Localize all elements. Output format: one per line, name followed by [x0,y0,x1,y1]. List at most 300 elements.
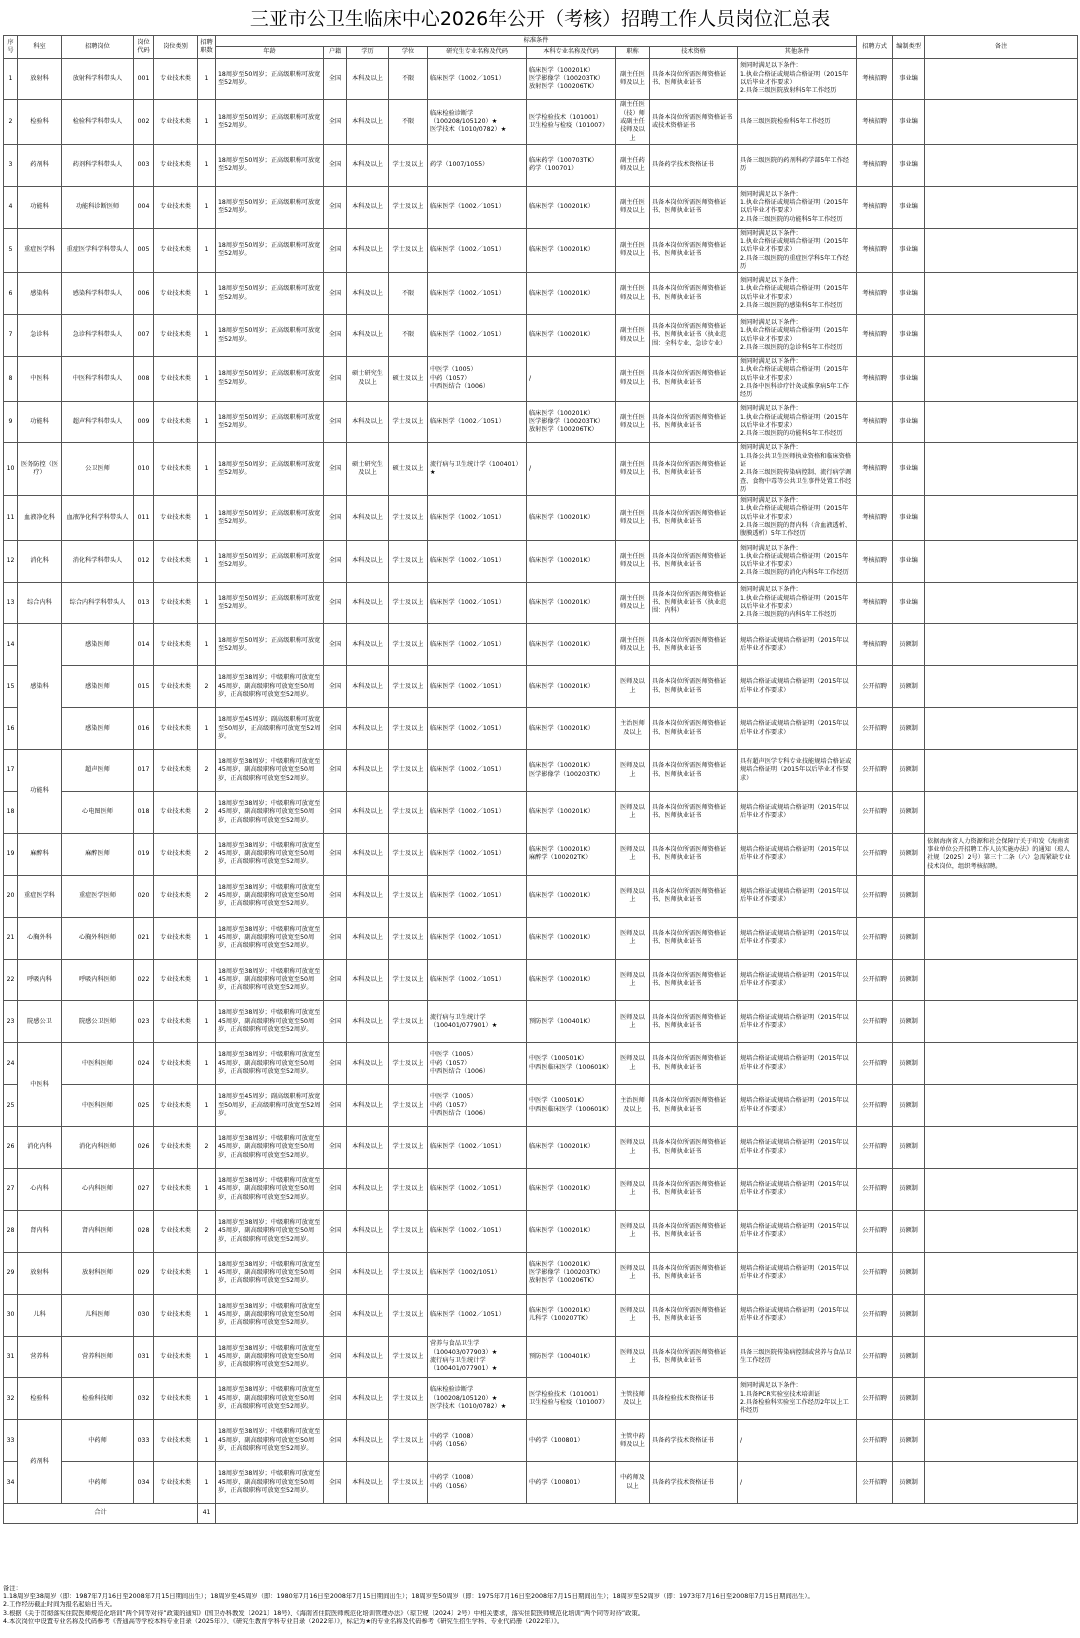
row-remark [925,1252,1078,1294]
row-degree: 学士及以上 [389,401,428,443]
row-undergrad-major: 临床医学（100201K） [527,875,616,917]
row-title: 主管技师及以上 [616,1378,650,1420]
row-education: 本科及以上 [347,917,389,959]
row-remark [925,357,1078,401]
row-undergrad-major: 中医学（100501K） 中西医临床医学（100601K） [527,1085,616,1127]
row-category: 专业技术类 [154,1378,198,1420]
row-title: 医师及以上 [616,1210,650,1252]
row-age: 18周岁至45周岁；副高级职称可放宽至50周岁，正高级职称可放宽至52周岁。 [216,1085,324,1127]
row-undergrad-major: 临床医学（100201K） [527,315,616,357]
row-graduate-major: 临床医学（1002／1051） [428,401,527,443]
row-remark [925,708,1078,750]
row-undergrad-major: 预防医学（100401K） [527,1336,616,1378]
row-age: 18周岁至38周岁；中级职称可放宽至45周岁，副高级职称可放宽至50周岁，正高级职称可放宽至52周岁。 [216,1252,324,1294]
row-degree: 学士及以上 [389,959,428,1001]
row-title: 副主任医师及以上 [616,315,650,357]
row-age: 18周岁至50周岁；正高级职称可放宽至52周岁。 [216,186,324,228]
row-remark [925,1043,1078,1085]
row-degree: 学士及以上 [389,144,428,186]
table-row [4,1085,1078,1127]
row-code: 010 [134,443,154,496]
row-code: 008 [134,357,154,401]
row-staff-type: 员额制 [893,833,925,875]
row-staff-type: 员额制 [893,875,925,917]
row-education: 本科及以上 [347,1462,389,1504]
row-staff-type: 员额制 [893,750,925,792]
row-degree: 不限 [389,273,428,315]
row-qualification: 具备本岗位所需医师资格证书、医师执业证书 [650,1336,738,1378]
row-degree: 学士及以上 [389,792,428,834]
row-graduate-major: 临床医学（1002／1051） [428,582,527,624]
row-method: 考核招聘 [857,228,893,272]
header-remark: 备注 [925,36,1078,59]
row-count: 2 [198,833,216,875]
row-code: 013 [134,582,154,624]
row-post: 中药师 [62,1462,134,1504]
row-dept: 感染科 [18,624,62,750]
row-count: 1 [198,443,216,496]
table-row [4,833,1078,875]
row-other-conditions: 须同时满足以下条件： 1.执业合格证或规培合格证明（2015年以后毕业才作要求） 2.具备三级医院的肾内科（含血液透析、腹膜透析）5年工作经历 [738,496,857,540]
row-education: 本科及以上 [347,875,389,917]
row-education: 本科及以上 [347,582,389,624]
row-post: 呼吸内科医师 [62,959,134,1001]
row-age: 18周岁至38周岁；中级职称可放宽至45周岁，副高级职称可放宽至50周岁，正高级职称可放宽至52周岁。 [216,666,324,708]
row-method: 公开招聘 [857,708,893,750]
row-undergrad-major: 中医学（100501K） 中西医临床医学（100601K） [527,1043,616,1085]
row-staff-type: 员额制 [893,959,925,1001]
row-remark [925,1294,1078,1336]
row-count: 2 [198,875,216,917]
row-seq: 29 [4,1252,18,1294]
row-qualification: 具备本岗位所需医师资格证书、医师执业证书 [650,708,738,750]
row-age: 18周岁至50周岁；正高级职称可放宽至52周岁。 [216,144,324,186]
row-degree: 不限 [389,100,428,144]
row-qualification: 具备本岗位所需医师资格证书、医师执业证书 [650,1169,738,1211]
row-remark [925,1462,1078,1504]
row-graduate-major: 临床医学（1002／1051） [428,315,527,357]
row-code: 018 [134,792,154,834]
row-count: 1 [198,144,216,186]
row-category: 专业技术类 [154,315,198,357]
row-other-conditions: 具有超声医学专科专业技能规培合格证或规培合格证明（2015年以后毕业才作要求） [738,750,857,792]
row-count: 1 [198,315,216,357]
row-hukou: 全国 [324,357,347,401]
row-remark [925,917,1078,959]
row-category: 专业技术类 [154,1210,198,1252]
row-method: 考核招聘 [857,315,893,357]
row-graduate-major: 临床医学（1002／1051） [428,833,527,875]
row-staff-type: 员额制 [893,1043,925,1085]
row-category: 专业技术类 [154,1462,198,1504]
row-seq: 9 [4,401,18,443]
row-other-conditions: 须同时满足以下条件： 1.执业合格证或规培合格证明（2015年以后毕业才作要求） 2.具备三级医院放射科5年工作经历 [738,58,857,100]
row-dept: 院感公卫 [18,1001,62,1043]
row-qualification: 具备本岗位所需医师资格证书、医师执业证书 [650,401,738,443]
row-qualification: 具备药学技术资格证书 [650,144,738,186]
row-age: 18周岁至38周岁；中级职称可放宽至45周岁，副高级职称可放宽至50周岁，正高级职称可放宽至52周岁。 [216,1210,324,1252]
row-post: 功能科诊断医师 [62,186,134,228]
row-count: 2 [198,792,216,834]
row-remark [925,273,1078,315]
row-graduate-major: 临床医学（1002／1051） [428,624,527,666]
row-degree: 学士及以上 [389,917,428,959]
row-undergrad-major: 临床医学（100201K） [527,708,616,750]
notes [3,1585,1077,1626]
row-seq: 32 [4,1378,18,1420]
row-hukou: 全国 [324,186,347,228]
row-category: 专业技术类 [154,1294,198,1336]
row-dept: 中医科 [18,357,62,401]
row-seq: 11 [4,496,18,540]
row-method: 公开招聘 [857,666,893,708]
row-seq: 20 [4,875,18,917]
row-age: 18周岁至38周岁；中级职称可放宽至45周岁，副高级职称可放宽至50周岁，正高级职称可放宽至52周岁。 [216,875,324,917]
row-graduate-major: 临床医学（1002／1051） [428,1169,527,1211]
row-staff-type: 员额制 [893,1294,925,1336]
row-title: 副主任药师及以上 [616,144,650,186]
row-title: 副主任医师及以上 [616,357,650,401]
header-category: 岗位类别 [154,36,198,59]
table-row [4,315,1078,357]
row-code: 003 [134,144,154,186]
row-undergrad-major: 医学检验技术（101001） 卫生检验与检疫（101007） [527,1378,616,1420]
row-title: 医师及以上 [616,959,650,1001]
table-row [4,496,1078,540]
row-count: 1 [198,582,216,624]
row-category: 专业技术类 [154,100,198,144]
row-staff-type: 事业编 [893,273,925,315]
row-remark: 依据海南省人力资源和社会保障厅关于印发《海南省事业单位公开招聘工作人员实施办法》的通知（琼人社规〔2025〕2号）第三十二条（六）急需紧缺专业技术岗位，组织考核招聘。 [925,833,1078,875]
row-degree: 学士及以上 [389,666,428,708]
row-title: 医师及以上 [616,1127,650,1169]
table-row [4,959,1078,1001]
row-post: 检验科学科带头人 [62,100,134,144]
row-age: 18周岁至38周岁；中级职称可放宽至45周岁，副高级职称可放宽至50周岁，正高级职称可放宽至52周岁。 [216,1462,324,1504]
row-count: 1 [198,1001,216,1043]
row-hukou: 全国 [324,1336,347,1378]
header-title: 职称 [616,47,650,58]
row-undergrad-major: / [527,443,616,496]
table-row [4,100,1078,144]
row-count: 1 [198,1378,216,1420]
row-dept: 药剂科 [18,144,62,186]
row-qualification: 具备本岗位所需医师资格证书或技术资格证书 [650,100,738,144]
row-remark [925,666,1078,708]
row-method: 公开招聘 [857,1085,893,1127]
row-hukou: 全国 [324,624,347,666]
row-method: 公开招聘 [857,1169,893,1211]
row-age: 18周岁至50周岁；正高级职称可放宽至52周岁。 [216,58,324,100]
table-row [4,1210,1078,1252]
table-row [4,58,1078,100]
row-education: 本科及以上 [347,186,389,228]
row-dept: 放射科 [18,58,62,100]
row-age: 18周岁至50周岁；正高级职称可放宽至52周岁。 [216,540,324,582]
row-method: 考核招聘 [857,540,893,582]
row-degree: 学士及以上 [389,1001,428,1043]
row-dept: 消化内科 [18,1127,62,1169]
row-graduate-major: 临床医学（1002／1051） [428,666,527,708]
row-graduate-major: 中医学（1005） 中药（1057） 中西医结合（1006） [428,357,527,401]
row-seq: 26 [4,1127,18,1169]
row-graduate-major: 临床医学（1002／1051） [428,1294,527,1336]
row-other-conditions: 须同时满足以下条件： 1.执业合格证或规培合格证明（2015年以后毕业才作要求） 2.具备三级医院的急诊科5年工作经历 [738,315,857,357]
row-dept: 呼吸内科 [18,959,62,1001]
row-remark [925,144,1078,186]
row-education: 本科及以上 [347,1210,389,1252]
row-undergrad-major: 临床药学（100703TK） 药学（100701） [527,144,616,186]
row-education: 本科及以上 [347,708,389,750]
row-seq: 1 [4,58,18,100]
row-hukou: 全国 [324,1378,347,1420]
row-category: 专业技术类 [154,959,198,1001]
total-value: 41 [198,1504,216,1524]
row-graduate-major: 临床医学（1002／1051） [428,792,527,834]
row-count: 1 [198,1085,216,1127]
row-category: 专业技术类 [154,792,198,834]
header-standard-conditions: 标准条件 [216,36,857,47]
row-education: 本科及以上 [347,1085,389,1127]
row-education: 本科及以上 [347,959,389,1001]
header-graduate-major: 研究生专业名称及代码 [428,47,527,58]
row-staff-type: 员额制 [893,1378,925,1420]
row-category: 专业技术类 [154,186,198,228]
note-line: 4.本次岗位中设置专业名称及代码参考《普通高等学校本科专业目录（2025年）》、《研究生教育学科专业目录（2022年）》，标记为★的专业名称及代码参考《研究生招生学科、专业代码册（2022年）》。 [3,1617,564,1625]
table-row [4,750,1078,792]
row-age: 18周岁至50周岁；正高级职称可放宽至52周岁。 [216,357,324,401]
row-post: 血液净化科学科带头人 [62,496,134,540]
table-row [4,357,1078,401]
row-category: 专业技术类 [154,443,198,496]
row-post: 中药师 [62,1420,134,1462]
row-qualification: 具备本岗位所需医师资格证书、医师执业证书 [650,228,738,272]
row-hukou: 全国 [324,1294,347,1336]
row-education: 本科及以上 [347,1169,389,1211]
row-code: 007 [134,315,154,357]
row-age: 18周岁至50周岁；正高级职称可放宽至52周岁。 [216,582,324,624]
row-method: 考核招聘 [857,100,893,144]
row-post: 中医科学科带头人 [62,357,134,401]
row-remark [925,100,1078,144]
row-post: 中医科医师 [62,1085,134,1127]
row-dept: 综合内科 [18,582,62,624]
row-graduate-major: 临床医学（1002／1051） [428,228,527,272]
row-education: 本科及以上 [347,315,389,357]
row-category: 专业技术类 [154,750,198,792]
row-hukou: 全国 [324,959,347,1001]
note-line: 2.工作经历截止时间为报名起始日当天。 [3,1601,117,1609]
row-degree: 硕士及以上 [389,357,428,401]
row-qualification: 具备本岗位所需医师资格证书、医师执业证书 [650,496,738,540]
row-method: 公开招聘 [857,792,893,834]
row-dept: 功能科 [18,750,62,834]
row-undergrad-major: 医学检验技术（101001） 卫生检验与检疫（101007） [527,100,616,144]
row-degree: 学士及以上 [389,750,428,792]
row-hukou: 全国 [324,1210,347,1252]
row-remark [925,228,1078,272]
row-other-conditions: 规培合格证或规培合格证明（2015年以后毕业才作要求） [738,875,857,917]
row-age: 18周岁至38周岁；中级职称可放宽至45周岁，副高级职称可放宽至50周岁，正高级职称可放宽至52周岁。 [216,1294,324,1336]
row-method: 考核招聘 [857,624,893,666]
row-hukou: 全国 [324,1001,347,1043]
row-degree: 学士及以上 [389,496,428,540]
row-graduate-major: 中医学（1005） 中药（1057） 中西医结合（1006） [428,1043,527,1085]
row-post: 重症医学科学科带头人 [62,228,134,272]
row-code: 017 [134,750,154,792]
row-remark [925,1336,1078,1378]
row-graduate-major: 临床医学（1002／1051） [428,875,527,917]
header-method: 招聘方式 [857,36,893,59]
row-code: 009 [134,401,154,443]
row-other-conditions: 规培合格证或规培合格证明（2015年以后毕业才作要求） [738,1001,857,1043]
row-other-conditions: 规培合格证或规培合格证明（2015年以后毕业才作要求） [738,1169,857,1211]
row-qualification: 具备本岗位所需医师资格证书、医师执业证书 [650,959,738,1001]
row-education: 本科及以上 [347,1294,389,1336]
row-hukou: 全国 [324,58,347,100]
row-age: 18周岁至38周岁；中级职称可放宽至45周岁，副高级职称可放宽至50周岁，正高级职称可放宽至52周岁。 [216,1336,324,1378]
row-graduate-major: 药学（1007/1055） [428,144,527,186]
row-count: 1 [198,1252,216,1294]
table-row [4,1043,1078,1085]
header-age: 年龄 [216,47,324,58]
row-qualification: 具备药学技术资格证书 [650,1420,738,1462]
row-graduate-major: 临床医学（1002／1051） [428,540,527,582]
row-staff-type: 员额制 [893,1252,925,1294]
row-count: 1 [198,708,216,750]
row-method: 公开招聘 [857,1252,893,1294]
header-undergrad-major: 本科专业名称及代码 [527,47,616,58]
row-code: 033 [134,1420,154,1462]
header-other-conditions: 其他条件 [738,47,857,58]
row-post: 放射科医师 [62,1252,134,1294]
row-post: 超声科学科带头人 [62,401,134,443]
row-undergrad-major: 临床医学（100201K） [527,186,616,228]
row-dept: 心内科 [18,1169,62,1211]
row-seq: 6 [4,273,18,315]
row-title: 副主任医师及以上 [616,582,650,624]
total-label: 合计 [4,1504,198,1524]
page-title: 三亚市公卫生临床中心2026年公开（考核）招聘工作人员岗位汇总表 [249,8,831,30]
row-graduate-major: 临床医学（1002／1051） [428,750,527,792]
row-education: 本科及以上 [347,1420,389,1462]
row-method: 考核招聘 [857,357,893,401]
row-method: 考核招聘 [857,443,893,496]
total-blank [216,1504,1078,1524]
row-count: 1 [198,186,216,228]
row-graduate-major: 流行病与卫生统计学（100401）★ [428,443,527,496]
row-post: 感染科学科带头人 [62,273,134,315]
note-line: 备注： [3,1585,22,1592]
row-dept: 血液净化科 [18,496,62,540]
row-dept: 药剂科 [18,1420,62,1504]
row-code: 032 [134,1378,154,1420]
row-age: 18周岁至38周岁；中级职称可放宽至45周岁，副高级职称可放宽至50周岁，正高级职称可放宽至52周岁。 [216,1001,324,1043]
row-undergrad-major: 临床医学（100201K） 儿科学（100207TK） [527,1294,616,1336]
table-row [4,228,1078,272]
row-category: 专业技术类 [154,228,198,272]
row-category: 专业技术类 [154,1420,198,1462]
row-degree: 硕士及以上 [389,443,428,496]
row-title: 医师及以上 [616,666,650,708]
row-title: 医师及以上 [616,917,650,959]
row-title: 医师及以上 [616,1169,650,1211]
row-title: 医师及以上 [616,750,650,792]
row-method: 考核招聘 [857,582,893,624]
row-age: 18周岁至50周岁；正高级职称可放宽至52周岁。 [216,273,324,315]
row-hukou: 全国 [324,443,347,496]
row-education: 本科及以上 [347,833,389,875]
row-remark [925,1210,1078,1252]
row-title: 副主任医师及以上 [616,58,650,100]
row-post: 公卫医师 [62,443,134,496]
row-method: 公开招聘 [857,1336,893,1378]
table-row [4,917,1078,959]
row-post: 检验科技师 [62,1378,134,1420]
table-row [4,666,1078,708]
row-method: 公开招聘 [857,1378,893,1420]
row-other-conditions: 须同时满足以下条件： 1.执业合格证或规培合格证明（2015年以后毕业才作要求） 2.具备三级医院的感染科5年工作经历 [738,273,857,315]
row-title: 医师及以上 [616,1001,650,1043]
header-dept: 科室 [18,36,62,59]
row-hukou: 全国 [324,1252,347,1294]
row-staff-type: 事业编 [893,315,925,357]
row-title: 副主任医师及以上 [616,496,650,540]
row-dept: 重症医学科 [18,228,62,272]
row-dept: 中医科 [18,1043,62,1127]
row-other-conditions: 须同时满足以下条件： 1.执业合格证或规培合格证明（2015年以后毕业才作要求） 2.具备三级医院的功能科5年工作经历 [738,186,857,228]
header-seq: 序号 [4,36,18,59]
row-dept: 检验科 [18,100,62,144]
row-count: 1 [198,1169,216,1211]
row-hukou: 全国 [324,1085,347,1127]
row-hukou: 全国 [324,1420,347,1462]
row-category: 专业技术类 [154,1043,198,1085]
row-method: 考核招聘 [857,496,893,540]
row-code: 022 [134,959,154,1001]
row-post: 感染医师 [62,708,134,750]
row-seq: 8 [4,357,18,401]
row-qualification: 具备本岗位所需医师资格证书、医师执业证书 [650,186,738,228]
row-title: 主治医师及以上 [616,1085,650,1127]
row-seq: 25 [4,1085,18,1127]
table-row [4,540,1078,582]
row-other-conditions: 须同时满足以下条件： 1.执业合格证或规培合格证明（2015年以后毕业才作要求） 2.具备三级医院的消化内科5年工作经历 [738,540,857,582]
row-remark [925,540,1078,582]
row-remark [925,624,1078,666]
row-title: 副主任医师及以上 [616,624,650,666]
row-staff-type: 事业编 [893,540,925,582]
row-post: 感染医师 [62,666,134,708]
row-hukou: 全国 [324,1462,347,1504]
row-staff-type: 事业编 [893,100,925,144]
row-method: 公开招聘 [857,1127,893,1169]
row-code: 021 [134,917,154,959]
row-degree: 学士及以上 [389,1294,428,1336]
row-age: 18周岁至38周岁；中级职称可放宽至45周岁，副高级职称可放宽至50周岁，正高级职称可放宽至52周岁。 [216,1420,324,1462]
row-other-conditions: 规培合格证或规培合格证明（2015年以后毕业才作要求） [738,1043,857,1085]
row-undergrad-major: 临床医学（100201K） [527,1210,616,1252]
row-undergrad-major: 临床医学（100201K） [527,496,616,540]
row-other-conditions: 须同时满足以下条件： 1.执业合格证或规培合格证明（2015年以后毕业才作要求） 2.具备中医科诊疗针灸或推拿病5年工作经历 [738,357,857,401]
row-undergrad-major: 预防医学（100401K） [527,1001,616,1043]
row-undergrad-major: 临床医学（100201K） [527,624,616,666]
row-seq: 12 [4,540,18,582]
row-hukou: 全国 [324,100,347,144]
row-post: 心电图医师 [62,792,134,834]
row-staff-type: 事业编 [893,228,925,272]
row-seq: 31 [4,1336,18,1378]
